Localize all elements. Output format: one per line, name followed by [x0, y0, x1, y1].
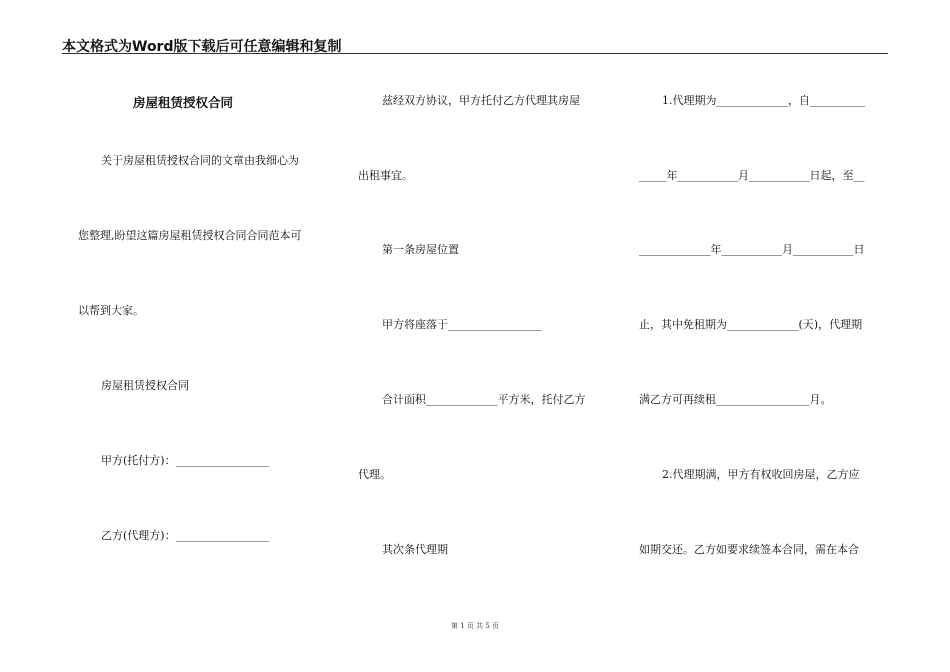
party-b-line: 乙方(代理方)：_________________ [101, 529, 270, 542]
body-line: 关于房屋租赁授权合同的文章由我细心为 [101, 154, 299, 167]
body-line: 代理。 [358, 468, 391, 481]
body-line: 合计面积_____________平方米，托付乙方 [382, 393, 586, 406]
body-line: _____年___________月___________日起，至__ [639, 169, 865, 182]
body-line: _____________年___________月___________日 [639, 243, 865, 256]
party-a-line: 甲方(托付方)：_________________ [101, 454, 270, 467]
body-line: 满乙方可再续租_________________月。 [639, 393, 832, 406]
body-line: 出租事宜。 [358, 169, 413, 182]
body-line: 兹经双方协议，甲方托付乙方代理其房屋 [382, 94, 580, 107]
body-line: 以帮到大家。 [78, 304, 144, 317]
header-divider [62, 53, 888, 54]
article-heading: 第一条房屋位置 [382, 243, 459, 256]
page-indicator: 第 1 页 共 5 页 [450, 622, 500, 630]
document-title: 房屋租赁授权合同 [133, 95, 234, 110]
body-line: 您整理,盼望这篇房屋租赁授权合同合同范本可 [78, 229, 302, 242]
section-heading: 房屋租赁授权合同 [101, 379, 189, 392]
document-header: 本文格式为Word版下载后可任意编辑和复制 [62, 39, 342, 55]
body-line: 止，其中免租期为_____________(天)，代理期 [639, 318, 863, 331]
body-line: 2.代理期满，甲方有权收回房屋，乙方应 [662, 468, 860, 481]
body-line: 如期交还。乙方如要求续签本合同，需在本合 [639, 543, 859, 556]
body-line: 1.代理期为_____________，自__________ [662, 94, 865, 107]
body-line: 甲方将座落于_________________ [382, 318, 542, 331]
article-heading: 其次条代理期 [382, 543, 448, 556]
